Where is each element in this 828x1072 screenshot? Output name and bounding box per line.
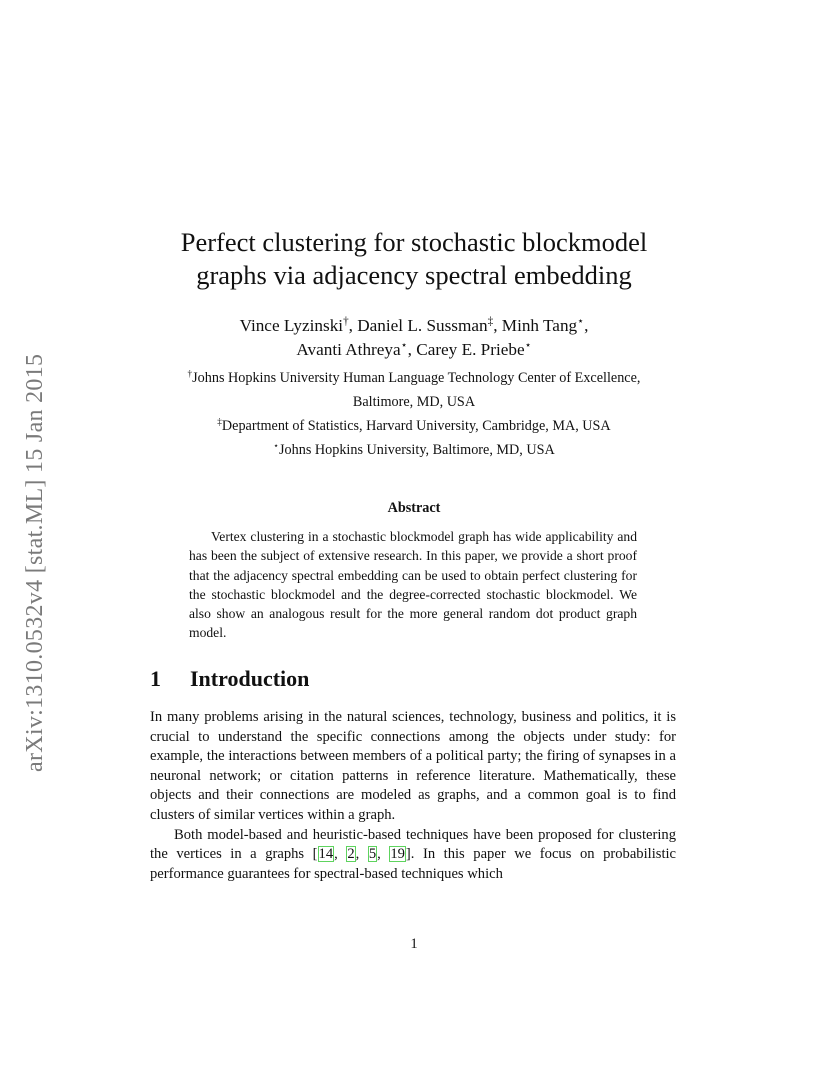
author-separator: , xyxy=(407,340,417,359)
author-line-2 xyxy=(0,338,828,362)
affiliation-mark: ⋆ xyxy=(524,339,532,352)
citation-link[interactable]: 5 xyxy=(368,846,377,863)
author-list xyxy=(0,314,828,362)
affiliation-mark: ⋆ xyxy=(400,339,408,352)
intro-text: ]. In this paper we focus on probabilistic performance guarantees for spectral-based techniques which xyxy=(150,846,677,882)
section-title: Introduction xyxy=(190,666,310,691)
affiliation-mark: ⋆ xyxy=(273,440,280,451)
author-name: Vince Lyzinski xyxy=(239,316,344,335)
abstract-text: Vertex clustering in a stochastic blockmodel graph has wide applicability and has been the subject of extensive research. In this paper, we provide a short proof that the adjacency spectral embedding can be used to obtain perfect clustering for the stochastic blockmodel and the degree-corrected stochastic blockmodel. We also show an analogous result for the more general random dot product graph model. xyxy=(189,529,637,641)
paper-title xyxy=(0,226,828,292)
title-line-2: graphs via adjacency spectral embedding xyxy=(196,260,632,290)
affiliation-mark: ‡ xyxy=(217,416,222,427)
author-separator: , xyxy=(348,316,358,335)
arxiv-identifier: arXiv:1310.0532v4 [stat.ML] 15 Jan 2015 xyxy=(22,353,48,772)
intro-paragraph-1: In many problems arising in the natural sciences, technology, business and politics, it is crucial to understand the specific connections among the objects under study: for example, the interactions between members of a political party; the firing of synapses in a neuronal network; or citation patterns in reference literature. Mathematically, these objects and their connections are modeled as graphs, and a common goal is to find clusters of similar vertices within a graph. xyxy=(150,709,676,823)
author-separator: , xyxy=(493,316,502,335)
affiliation-mark: † xyxy=(187,368,193,379)
intro-paragraph-2: Both model-based and heuristic-based techniques have been proposed for clustering the vertices in a graphs [14, 2, 5, 19]. In this paper we focus on probabilistic performance guarantees for spectral-based techniques which xyxy=(150,826,677,882)
author-separator: , xyxy=(584,316,589,335)
page-number: 1 xyxy=(410,936,418,952)
affiliation-jhu xyxy=(0,438,828,462)
affiliation-line xyxy=(0,366,828,390)
title-line-1: Perfect clustering for stochastic blockmodel xyxy=(180,227,648,257)
affiliation-mark: ‡ xyxy=(487,315,494,328)
affiliation-harvard xyxy=(0,414,828,438)
section-heading xyxy=(150,666,309,692)
affiliation-text: Johns Hopkins University Human Language Technology Center of Excellence, xyxy=(192,370,641,386)
author-name: Carey E. Priebe xyxy=(416,340,525,359)
citation-link[interactable]: 14 xyxy=(318,846,334,863)
affiliation-jhu-hltcoe xyxy=(0,366,828,414)
abstract-heading: Abstract xyxy=(387,500,441,516)
affiliation-text: Department of Statistics, Harvard University, Cambridge, MA, USA xyxy=(221,418,611,434)
intro-text: Both model-based and heuristic-based techniques have been proposed for clustering the vertices in a graphs [ xyxy=(150,826,676,863)
abstract-body xyxy=(189,527,637,643)
author-line-1 xyxy=(0,314,828,338)
section-number: 1 xyxy=(150,666,161,691)
author-name: Daniel L. Sussman xyxy=(357,316,488,335)
citation-link[interactable]: 19 xyxy=(390,846,405,863)
author-name: Minh Tang xyxy=(501,316,578,335)
affiliation-mark: † xyxy=(343,315,349,328)
affiliation-line: Baltimore, MD, USA xyxy=(352,394,476,410)
affiliation-text: Johns Hopkins University, Baltimore, MD, USA xyxy=(279,442,555,458)
affiliation-mark: ⋆ xyxy=(577,315,585,328)
author-name: Avanti Athreya xyxy=(296,340,401,359)
citation-link[interactable]: 2 xyxy=(347,846,355,863)
introduction-body xyxy=(150,708,676,884)
